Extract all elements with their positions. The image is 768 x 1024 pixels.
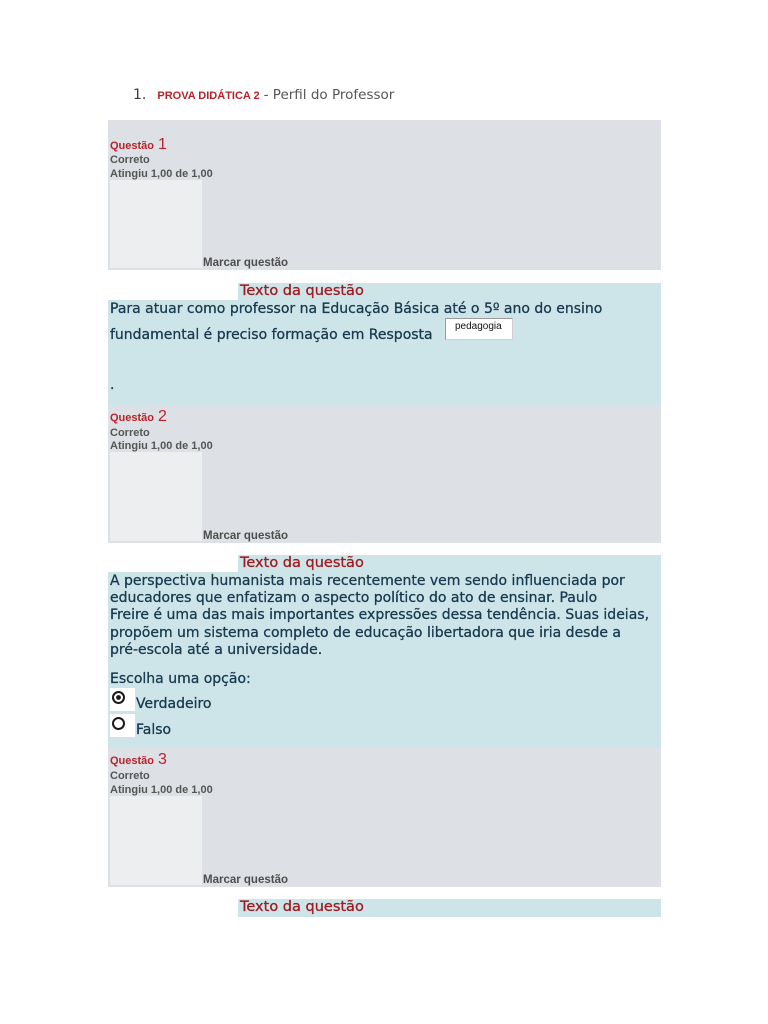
option-falso[interactable]	[110, 714, 250, 739]
question-state: Correto	[110, 770, 150, 782]
question-2-text-heading	[238, 555, 661, 572]
question-1-label	[110, 137, 167, 153]
question-text-line: Freire é uma das mais importantes expressões dessa tendência. Suas ideias,	[110, 607, 650, 624]
question-label-word: Questão	[110, 140, 155, 152]
question-info-placeholder	[110, 452, 202, 541]
question-text-line: fundamental é preciso formação em Resposta	[110, 327, 433, 343]
question-number: 2	[158, 408, 167, 425]
option-label[interactable]: Falso	[136, 722, 172, 738]
question-text-line: Para atuar como professor na Educação Básica até o 5º ano do ensino	[110, 301, 603, 317]
question-3-text-heading	[238, 899, 661, 917]
question-text-line: pré-escola até a universidade.	[110, 641, 323, 658]
question-1-text-heading	[238, 283, 661, 300]
question-text-line: A perspectiva humanista mais recentemente vem sendo influenciada por	[110, 573, 625, 589]
question-paragraph	[110, 573, 649, 659]
question-info-placeholder	[110, 180, 202, 268]
question-grade: Atingiu 1,00 de 1,00	[110, 440, 213, 452]
question-text-line: propõem um sistema completo de educação libertadora que iria desde a	[110, 624, 621, 641]
question-label-word: Questão	[110, 755, 155, 767]
question-text-line: educadores que enfatizam o aspecto político do ato de ensinar. Paulo	[110, 590, 598, 607]
question-state: Correto	[110, 427, 150, 439]
text-heading-label: Texto da questão	[240, 283, 364, 299]
question-grade: Atingiu 1,00 de 1,00	[110, 168, 213, 180]
text-heading-label: Texto da questão	[240, 555, 364, 571]
question-grade: Atingiu 1,00 de 1,00	[110, 784, 213, 796]
radio-button-icon[interactable]	[110, 688, 135, 711]
flag-question-link[interactable]: Marcar questão	[203, 530, 289, 542]
document-title: PROVA DIDÁTICA 2	[157, 90, 260, 102]
question-3-info	[108, 748, 661, 887]
option-label[interactable]: Verdadeiro	[136, 696, 212, 712]
flag-question-link[interactable]: Marcar questão	[203, 874, 289, 886]
flag-question-link[interactable]: Marcar questão	[203, 257, 289, 269]
choice-prompt: Escolha uma opção:	[110, 671, 251, 687]
question-2-info	[108, 405, 661, 543]
question-text-trailing: .	[110, 377, 115, 393]
document-subtitle: - Perfil do Professor	[263, 87, 395, 103]
question-number: 3	[158, 751, 167, 768]
question-2-label	[110, 409, 167, 425]
question-label-word: Questão	[110, 412, 155, 424]
question-info-placeholder	[110, 796, 202, 885]
question-state: Correto	[110, 154, 150, 166]
option-verdadeiro[interactable]	[110, 688, 250, 713]
question-1-info	[108, 120, 661, 270]
question-3-label	[110, 752, 167, 768]
question-1-text	[108, 300, 661, 405]
text-heading-label: Texto da questão	[240, 899, 364, 915]
answer-value: pedagogia	[455, 321, 502, 332]
answer-input[interactable]	[445, 318, 513, 340]
item-number: 1.	[133, 87, 147, 103]
question-number: 1	[158, 136, 167, 153]
question-2-text	[108, 572, 661, 748]
radio-button-icon[interactable]	[110, 714, 135, 737]
document-heading	[133, 86, 394, 104]
